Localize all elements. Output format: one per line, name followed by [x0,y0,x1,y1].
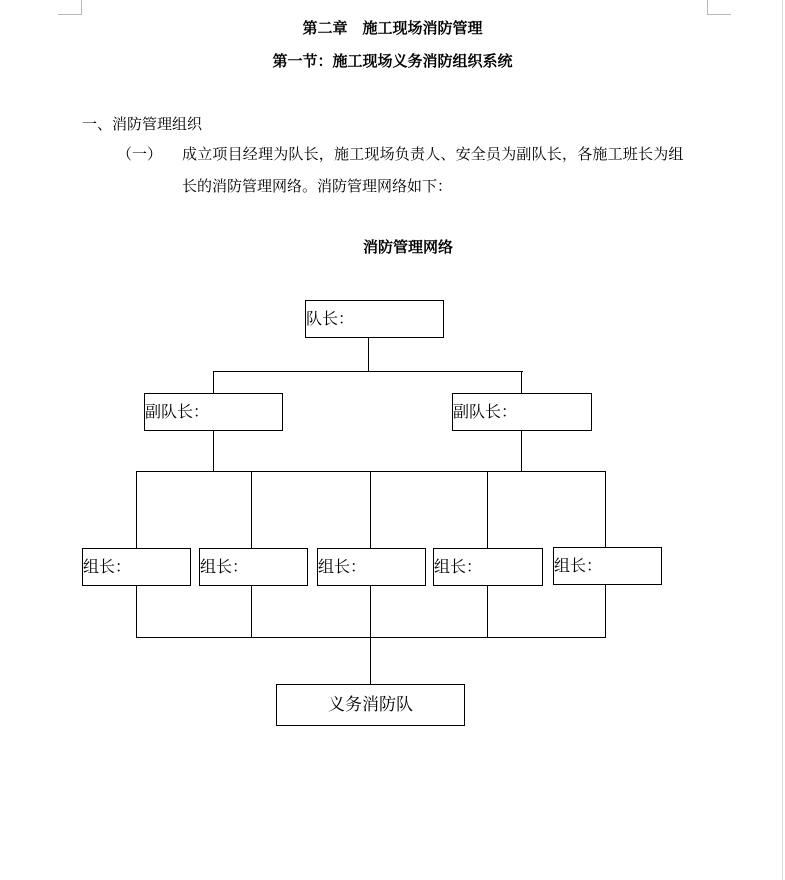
volunteer-fire-team-box [276,684,465,726]
heading-fire-management-organization: 一、消防管理组织 [82,115,203,133]
crop-mark-top-right [707,14,731,15]
crop-mark-top-left [81,0,82,15]
team-leader-label: 组长： [434,557,483,576]
vice-captain-box [144,393,283,431]
team-leader-box [553,547,662,585]
captain-box [305,300,444,338]
section-title: 第一节：施工现场义务消防组织系统 [272,52,513,70]
team-leader-box [199,548,308,586]
crop-mark-top-right [707,0,708,15]
team-leader-box [317,548,426,586]
team-leader-label: 组长： [83,557,132,576]
item-text-line-1: 成立项目经理为队长，施工现场负责人、安全员为副队长，各施工班长为组 [182,145,684,163]
item-text-line-2: 长的消防管理网络。消防管理网络如下： [182,177,453,195]
team-leader-label: 组长： [554,556,603,575]
vice-captain-label: 副队长： [453,402,518,421]
page-edge [782,0,783,880]
team-leader-box [433,548,543,586]
chapter-title: 第二章 施工现场消防管理 [302,19,483,37]
team-leader-box [82,548,191,586]
item-number: （一） [117,145,163,163]
org-chart-title: 消防管理网络 [362,238,453,256]
team-leader-label: 组长： [318,557,367,576]
crop-mark-top-left [58,14,82,15]
team-leader-label: 组长： [200,557,249,576]
volunteer-fire-team-label: 义务消防队 [328,694,413,715]
vice-captain-box [452,393,592,431]
captain-label: 队长： [306,309,355,328]
vice-captain-label: 副队长： [145,402,210,421]
